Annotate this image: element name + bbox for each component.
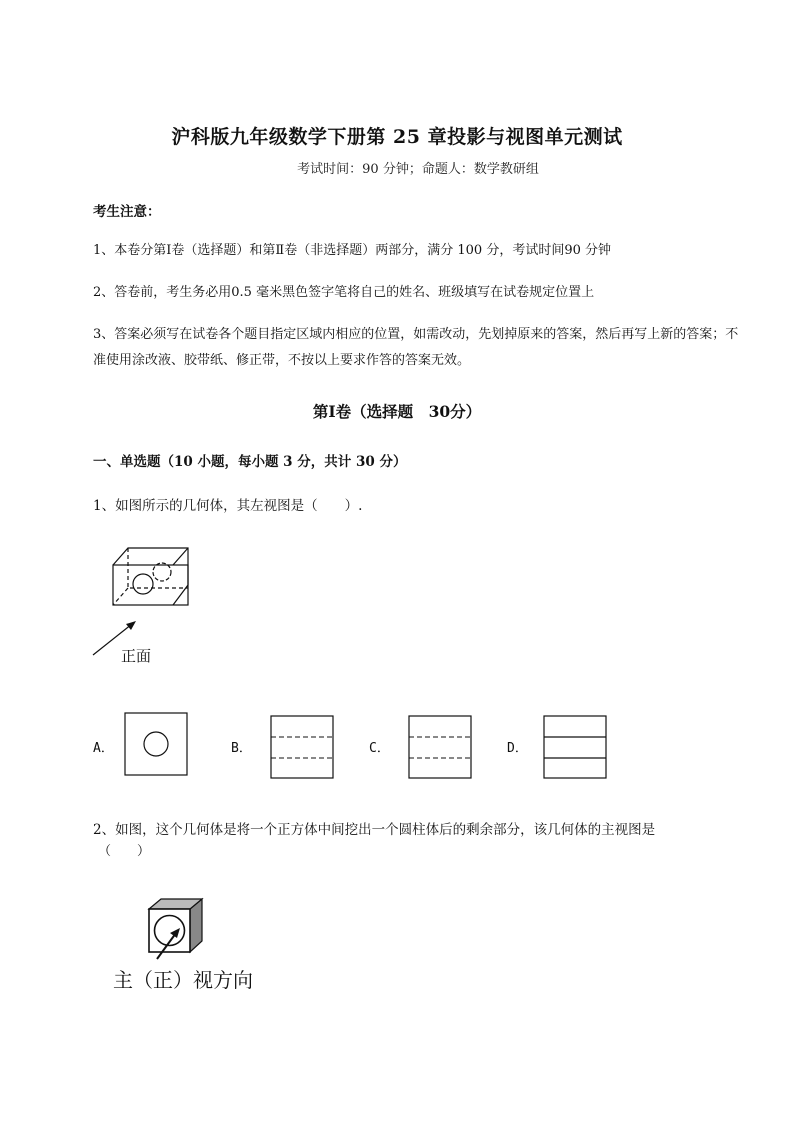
question-1-text: 1、如图所示的几何体，其左视图是（ ）. (93, 498, 363, 514)
option-b-figure[interactable] (270, 715, 334, 779)
front-label: 正面 (121, 647, 152, 665)
view-direction-label: 主（正）视方向 (113, 968, 253, 992)
notice-item: 2、答卷前，考生务必用0.5 毫米黑色签字笔将自己的姓名、班级填写在试卷规定位置上 (93, 285, 595, 300)
option-d-figure[interactable] (543, 715, 607, 779)
question-2-figure (135, 895, 215, 970)
option-d-label[interactable]: D． (507, 741, 528, 756)
answer-paren: （ ） (98, 844, 151, 859)
notice-item: 3、答案必须写在试卷各个题目指定区域内相应的位置，如需改动，先划掉原来的答案，然后再写上新的答案；不准使用涂改液、胶带纸、修正带，不按以上要求作答的答案无效。 (93, 327, 739, 368)
part-heading: 一、单选题（10 小题，每小题 3 分，共计 30 分） (93, 454, 407, 470)
arrow-head-icon (126, 621, 136, 630)
notice-heading: 考生注意： (93, 204, 161, 220)
option-b-label[interactable]: B． (231, 741, 252, 756)
option-a-label[interactable]: A． (93, 741, 114, 756)
exam-info: 考试时间：90 分钟；命题人：数学教研组 (297, 162, 539, 177)
section-title: 第Ⅰ卷（选择题 30分） (312, 402, 482, 421)
option-c-label[interactable]: C． (369, 741, 390, 756)
option-a-figure[interactable] (124, 712, 188, 776)
notice-item: 1、本卷分第Ⅰ卷（选择题）和第Ⅱ卷（非选择题）两部分，满分 100 分，考试时间90 分钟 (93, 243, 611, 258)
page-title: 沪科版九年级数学下册第 25 章投影与视图单元测试 (171, 126, 623, 148)
question-2-text: 2、如图，这个几何体是将一个正方体中间挖出一个圆柱体后的剩余部分，该几何体的主视图是 (93, 822, 656, 838)
option-c-figure[interactable] (408, 715, 472, 779)
